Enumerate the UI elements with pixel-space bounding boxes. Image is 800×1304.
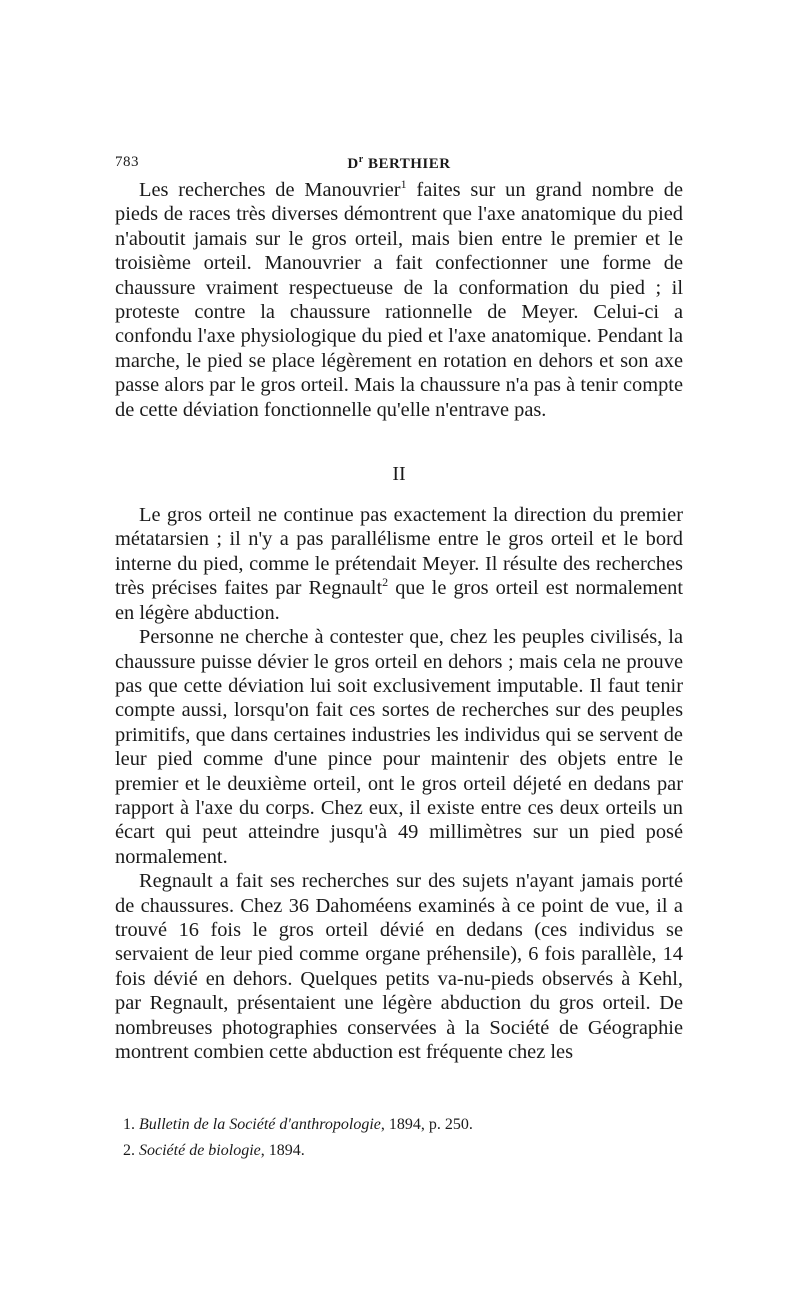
author-prefix-sup: r: [358, 154, 364, 165]
author-name: BERTHIER: [367, 156, 451, 172]
paragraph-1-part-1: Les recherches de Manouvrier: [139, 179, 401, 201]
paragraph-1-part-2: faites sur un grand nombre de pieds de races très diverses démontrent que l'axe anatomique du pied n'aboutit jamais sur le gros orteil, mais bien entre le premier et le troisième orteil. Manouvrier a fait confectionner une forme de chaussure vraiment respectueuse de la conformation du pied ; il proteste contre la chaussure rationnelle de Meyer. Celui-ci a confondu l'axe physiologique du pied et l'axe anatomique. Pendant la marche, le pied se place légèrement en rotation en dehors et son axe passe alors par le gros orteil. Mais la chaussure n'a pas à tenir compte de cette déviation fonctionnelle qu'elle n'entrave pas.: [115, 179, 683, 421]
paragraph-2: [115, 503, 683, 625]
footnote-2-rest: , 1894.: [260, 1142, 305, 1159]
footnote-1-rest: , 1894, p. 250.: [380, 1116, 473, 1133]
paragraph-1: [115, 178, 683, 422]
footnote-1: [115, 1112, 683, 1138]
paragraph-2-part-1: Le gros orteil ne continue pas exactement la direction du premier métatarsien ; il n'y a pas parallélisme entre le gros orteil et le bord interne du pied, comme le prétendait Meyer. Il résulte des recherches très précises faites par Regnault: [115, 504, 683, 600]
footnote-1-title: Bulletin de la Société d'anthropologie: [139, 1116, 381, 1133]
footnote-2-number: 2.: [123, 1142, 135, 1159]
author-prefix: D: [347, 156, 359, 172]
paragraph-2-part-2: que le gros orteil est normalement en légère abduction.: [115, 577, 683, 624]
running-head-author: [115, 154, 683, 173]
footnote-2-title: Société de biologie: [139, 1142, 261, 1159]
footnote-ref-1: 1: [400, 177, 407, 192]
running-head: [115, 150, 683, 178]
body-text: [115, 178, 683, 1064]
paragraph-3: Personne ne cherche à contester que, chez les peuples civilisés, la chaussure puisse dévier le gros orteil en dehors ; mais cela ne prouve pas que cette déviation lui soit exclusivement imputable. Il faut tenir compte aussi, lorsqu'on fait ces sortes de recherches sur des peuples primitifs, que dans certaines industries les individus qui se servent de leur pied comme d'une pince pour maintenir des objets entre le premier et le deuxième orteil, ont le gros orteil déjeté en dedans par rapport à l'axe du corps. Chez eux, il existe entre ces deux orteils un écart qui peut atteindre jusqu'à 49 millimètres sur un pied posé normalement.: [115, 626, 683, 868]
page-body: [115, 150, 683, 1064]
footnote-ref-2: 2: [382, 575, 389, 590]
section-heading: II: [392, 463, 406, 486]
footnotes: [115, 1112, 683, 1164]
footnote-2: [115, 1138, 683, 1164]
footnote-1-number: 1.: [123, 1116, 135, 1133]
page-number: 783: [115, 154, 139, 170]
paragraph-4: Regnault a fait ses recherches sur des sujets n'ayant jamais porté de chaussures. Chez 36 Dahoméens examinés à ce point de vue, il a trouvé 16 fois le gros orteil dévié en dedans (ces individus se servaient de leur pied comme organe préhensile), 6 fois parallèle, 14 fois dévié en dehors. Quelques petits va-nu-pieds observés à Kehl, par Regnault, présentaient une légère abduction du gros orteil. De nombreuses photographies conservées à la Société de Géographie montrent combien cette abduction est fréquente chez les: [115, 870, 683, 1063]
